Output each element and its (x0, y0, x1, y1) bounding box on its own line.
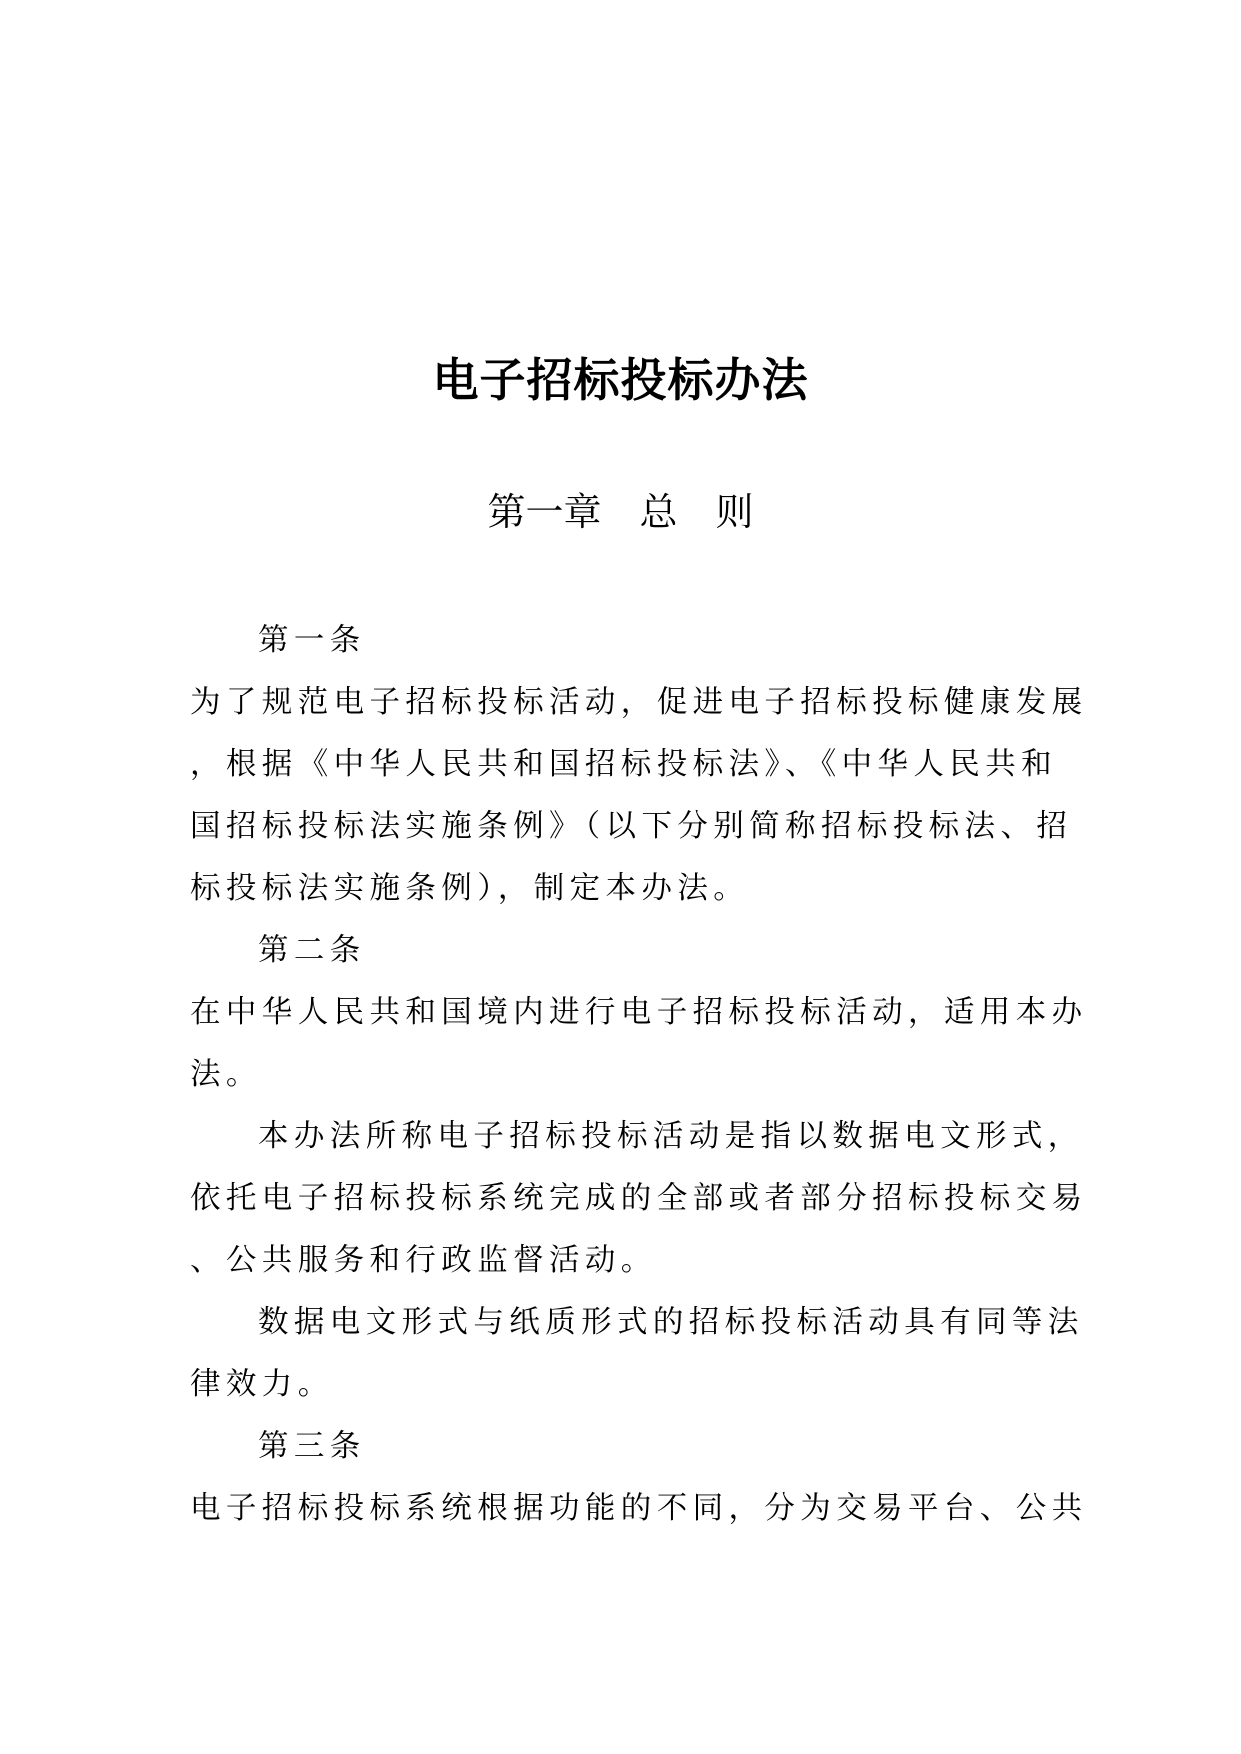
body-line: 国招标投标法实施条例》（以下分别简称招标投标法、招 (190, 809, 1073, 844)
chapter-heading: 第一章 总 则 (487, 490, 754, 534)
body-line: 为了规范电子招标投标活动，促进电子招标投标健康发展 (190, 685, 1088, 720)
body-line: 在中华人民共和国境内进行电子招标投标活动，适用本办 (190, 995, 1088, 1030)
document-title: 电子招标投标办法 (432, 353, 809, 407)
body-line: ，根据《中华人民共和国招标投标法》、《中华人民共和 (190, 747, 1057, 782)
body-line: 律效力。 (190, 1367, 334, 1402)
body-line: 电子招标投标系统根据功能的不同，分为交易平台、公共 (190, 1491, 1088, 1526)
article-heading: 第三条 (258, 1429, 366, 1464)
body-line: 本办法所称电子招标投标活动是指以数据电文形式， (258, 1119, 1084, 1154)
body-line: 、公共服务和行政监督活动。 (190, 1243, 657, 1278)
body-line: 数据电文形式与纸质形式的招标投标活动具有同等法 (258, 1305, 1084, 1340)
body-line: 标投标法实施条例），制定本办法。 (190, 871, 750, 906)
article-heading: 第一条 (258, 623, 366, 658)
article-heading: 第二条 (258, 933, 366, 968)
body-line: 依托电子招标投标系统完成的全部或者部分招标投标交易 (190, 1181, 1088, 1216)
body-line: 法。 (190, 1057, 262, 1092)
document-body (190, 610, 1088, 1540)
